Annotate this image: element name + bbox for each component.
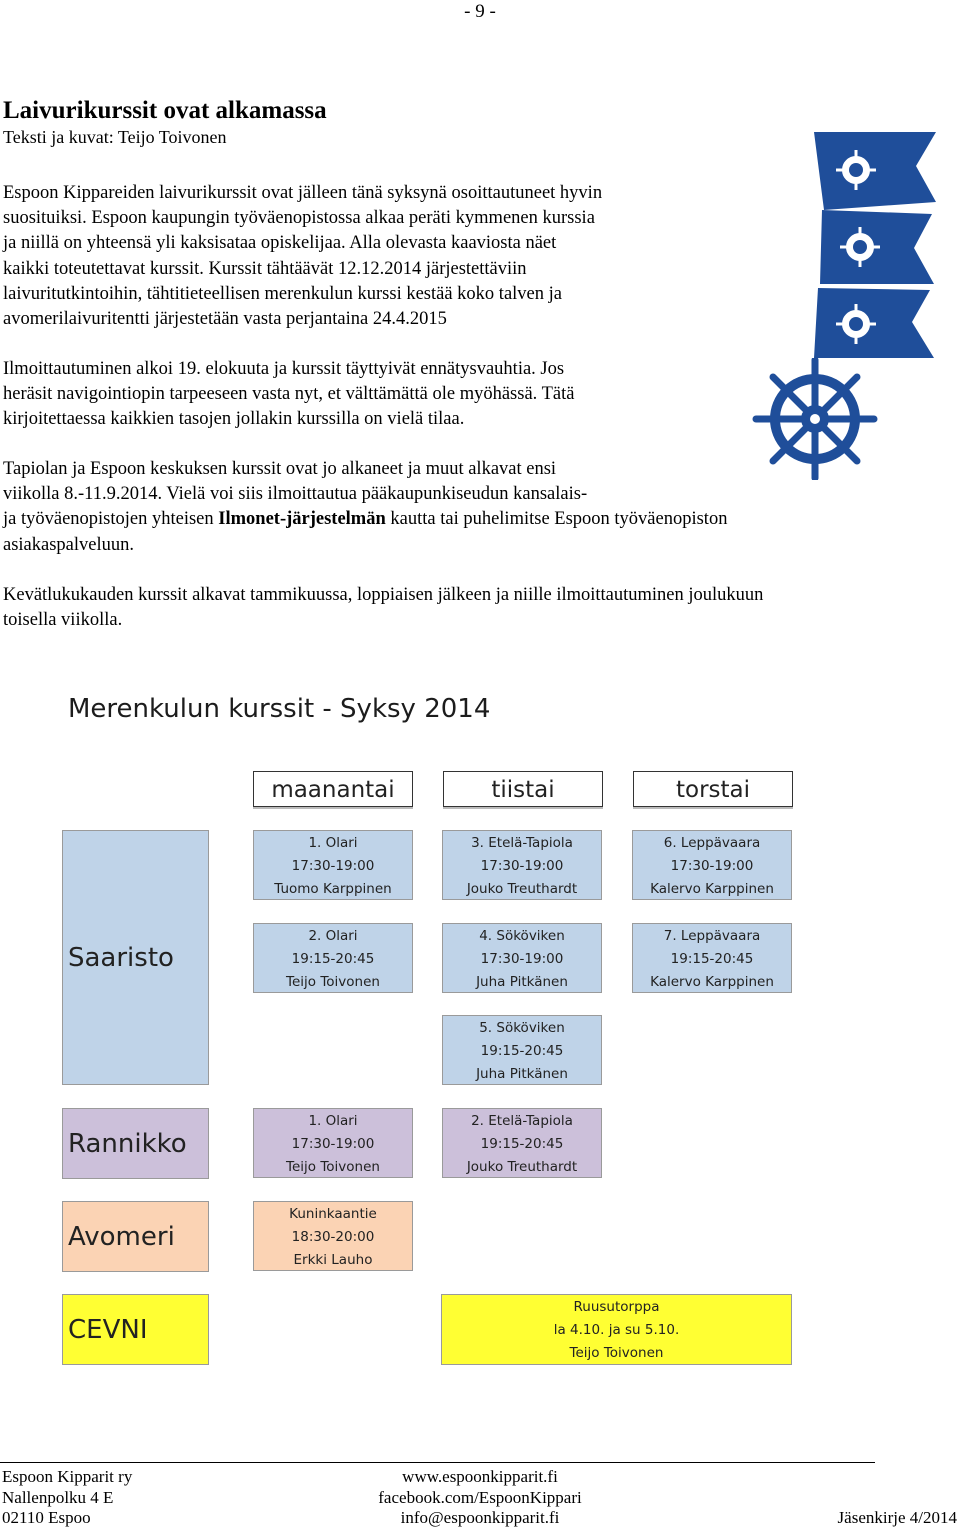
- course-teacher: Kalervo Karppinen: [650, 974, 774, 990]
- text-line: laivuritutkintoihin, tähtitieteellisen merenkulun kurssi kestää koko talven ja: [3, 283, 562, 304]
- course-cell: [253, 923, 413, 993]
- ship-wheel-icon: [750, 358, 880, 480]
- footer-address: [2, 1467, 132, 1529]
- schedule-title: Merenkulun kurssit - Syksy 2014: [68, 694, 491, 724]
- course-location: 1. Olari: [308, 1113, 358, 1129]
- ilmonet-emphasis: Ilmonet-järjestelmän: [218, 509, 386, 530]
- footer-city: 02110 Espoo: [2, 1508, 91, 1527]
- course-location: 3. Etelä-Tapiola: [471, 835, 573, 851]
- course-cell: [442, 830, 602, 900]
- course-time: 19:15-20:45: [670, 951, 754, 967]
- footer-street: Nallenpolku 4 E: [2, 1487, 114, 1507]
- course-teacher: Kalervo Karppinen: [650, 881, 774, 897]
- article-title: Laivurikurssit ovat alkamassa: [3, 97, 327, 124]
- course-location: Ruusutorppa: [573, 1299, 660, 1315]
- text-line: kaikki toteutettavat kurssit. Kurssit tähtäävät 12.12.2014 järjestettäviin: [3, 258, 527, 279]
- course-location: 2. Olari: [308, 928, 358, 944]
- text-line: [3, 507, 727, 532]
- text-line: toisella viikolla.: [3, 610, 123, 631]
- course-time: 19:15-20:45: [480, 1136, 564, 1152]
- paragraph-registration: [3, 357, 574, 433]
- category-avomeri: Avomeri: [62, 1201, 209, 1272]
- text-fragment: ja työväenopistojen yhteisen: [3, 509, 219, 530]
- course-teacher: Erkki Lauho: [293, 1252, 373, 1268]
- text-fragment: kautta tai puhelimitse Espoon työväenopiston: [385, 509, 728, 530]
- course-location: 2. Etelä-Tapiola: [471, 1113, 573, 1129]
- course-teacher: Teijo Toivonen: [569, 1345, 664, 1361]
- article-byline: Teksti ja kuvat: Teijo Toivonen: [3, 127, 227, 147]
- course-cell: [442, 1015, 602, 1085]
- course-cell: [253, 830, 413, 900]
- course-location: 7. Leppävaara: [663, 928, 761, 944]
- course-location: 5. Sököviken: [479, 1020, 565, 1036]
- text-line: suosituiksi. Espoon kaupungin työväenopistossa alkaa peräti kymmenen kurssia: [3, 208, 595, 229]
- course-time: 17:30-19:00: [480, 951, 564, 967]
- course-teacher: Teijo Toivonen: [286, 974, 380, 990]
- text-line: avomerilaivuritentti järjestetään vasta perjantaina 24.4.2015: [3, 309, 447, 330]
- category-cevni: CEVNI: [62, 1294, 209, 1365]
- footer-contacts: [340, 1467, 620, 1529]
- paragraph-start-dates: [3, 457, 727, 558]
- course-teacher: Juha Pitkänen: [476, 974, 568, 990]
- course-location: Kuninkaantie: [289, 1206, 377, 1222]
- paragraph-intro: [3, 181, 602, 332]
- category-saaristo: Saaristo: [62, 830, 209, 1085]
- footer-email-link[interactable]: info@espoonkipparit.fi: [400, 1508, 560, 1527]
- text-line: Espoon Kippareiden laivurikurssit ovat jälleen tänä syksynä osoittautuneet hyvin: [3, 183, 603, 203]
- course-cell: [442, 1108, 602, 1178]
- course-cell-cevni: [441, 1294, 792, 1365]
- day-header-thursday: torstai: [633, 771, 793, 807]
- text-line: Kevätlukukauden kurssit alkavat tammikuussa, loppiaisen jälkeen ja niille ilmoittautuminen joulukuun: [3, 585, 764, 605]
- course-cell: [632, 923, 792, 993]
- course-location: 4. Sököviken: [479, 928, 565, 944]
- course-teacher: Tuomo Karppinen: [274, 881, 392, 897]
- course-time: 17:30-19:00: [291, 1136, 375, 1152]
- text-line: viikolla 8.-11.9.2014. Vielä voi siis ilmoittautua pääkaupunkiseudun kansalais-: [3, 484, 588, 505]
- text-line: asiakaspalveluun.: [3, 534, 134, 555]
- course-time: 17:30-19:00: [291, 858, 375, 874]
- footer-divider: [0, 1462, 875, 1463]
- text-line: Ilmoittautuminen alkoi 19. elokuuta ja kurssit täyttyivät ennätysvauhtia. Jos: [3, 359, 565, 379]
- text-line: heräsit navigointiopin tarpeeseen vasta nyt, et välttämättä ole myöhässä. Tätä: [3, 384, 575, 405]
- footer-issue: Jäsenkirje 4/2014: [837, 1508, 957, 1527]
- course-location: 6. Leppävaara: [663, 835, 761, 851]
- category-rannikko: Rannikko: [62, 1108, 209, 1179]
- course-teacher: Juha Pitkänen: [476, 1066, 568, 1082]
- course-cell: [253, 1108, 413, 1178]
- footer-facebook-link[interactable]: facebook.com/EspoonKippari: [378, 1487, 582, 1507]
- course-time: 18:30-20:00: [291, 1229, 375, 1245]
- course-teacher: Jouko Treuthardt: [466, 1159, 578, 1175]
- course-time: 17:30-19:00: [480, 858, 564, 874]
- day-header-monday: maanantai: [253, 771, 413, 807]
- text-line: ja niillä on yhteensä yli kaksisataa opiskelijaa. Alla olevasta kaaviosta näet: [3, 233, 557, 254]
- footer-website-link[interactable]: www.espoonkipparit.fi: [402, 1467, 558, 1486]
- footer-org: Espoon Kipparit ry: [2, 1467, 133, 1486]
- course-teacher: Teijo Toivonen: [286, 1159, 380, 1175]
- paragraph-spring: [3, 583, 763, 633]
- text-line: kirjoitettaessa kaikkien tasojen jollakin kurssilla on vielä tilaa.: [3, 409, 465, 430]
- course-location: 1. Olari: [308, 835, 358, 851]
- course-cell: [442, 923, 602, 993]
- course-teacher: Jouko Treuthardt: [466, 881, 578, 897]
- course-time: 19:15-20:45: [291, 951, 375, 967]
- day-header-tuesday: tiistai: [443, 771, 603, 807]
- course-cell: [253, 1201, 413, 1271]
- page-number: - 9 -: [464, 1, 496, 22]
- course-time: 19:15-20:45: [480, 1043, 564, 1059]
- course-cell: [632, 830, 792, 900]
- course-time: la 4.10. ja su 5.10.: [553, 1322, 680, 1338]
- course-time: 17:30-19:00: [670, 858, 754, 874]
- text-line: Tapiolan ja Espoon keskuksen kurssit ovat jo alkaneet ja muut alkavat ensi: [3, 459, 557, 479]
